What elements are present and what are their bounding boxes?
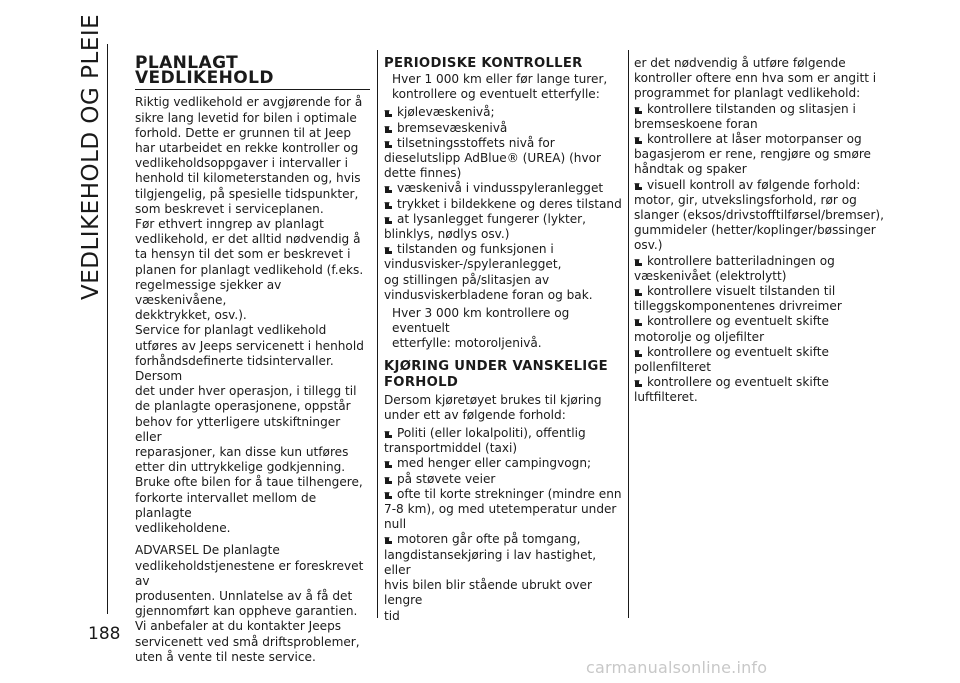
bullet-text: vindusviskerbladene foran og bak. bbox=[384, 287, 593, 302]
text-line: kontroller oftere enn hva som er angitt i bbox=[634, 71, 877, 86]
column-divider-2 bbox=[628, 50, 629, 618]
bullet-text: hvis bilen blir stående ubrukt over lengre bbox=[384, 578, 592, 608]
maintenance-marker-icon bbox=[384, 491, 393, 499]
section-side-title bbox=[78, 13, 104, 320]
severe-conditions-list bbox=[384, 426, 624, 624]
bullet-item bbox=[634, 132, 884, 178]
bullet-text: pollenfilteret bbox=[634, 360, 711, 375]
text-line: vedlikehold, er det alltid nødvendig å bbox=[135, 232, 361, 247]
text-line: tilgjengelig, på spesielle tidspunkter, bbox=[135, 186, 359, 201]
bullet-text: luftfilteret. bbox=[634, 390, 698, 405]
maintenance-marker-icon bbox=[384, 430, 393, 438]
text-line: Riktig vedlikehold er avgjørende for å bbox=[135, 95, 363, 110]
bullet-item bbox=[384, 212, 624, 242]
periodic-checks-intro bbox=[384, 72, 624, 102]
bullet-item bbox=[384, 121, 624, 136]
bullet-text: kontrollere og eventuelt skifte bbox=[647, 314, 829, 329]
bullet-text: med henger eller campingvogn; bbox=[397, 456, 592, 471]
bullet-text: væskenivået (elektrolytt) bbox=[634, 268, 787, 283]
severe-conditions-intro bbox=[384, 393, 624, 423]
bullet-item bbox=[384, 487, 624, 533]
heading-planned-maintenance: PLANLAGT VEDLIKEHOLD bbox=[135, 56, 370, 90]
column-periodic-checks bbox=[384, 56, 624, 624]
bullet-text: null bbox=[384, 517, 407, 532]
maintenance-marker-icon bbox=[634, 379, 643, 387]
bullet-item bbox=[634, 254, 884, 284]
column-planned-maintenance bbox=[135, 53, 370, 665]
bullet-text: kjølevæskenivå; bbox=[397, 105, 495, 120]
bullet-item bbox=[384, 181, 624, 196]
text-line: sikre lang levetid for bilen i optimale bbox=[135, 110, 357, 125]
text-line: planen for planlagt vedlikehold (f.eks. bbox=[135, 262, 364, 277]
text-line: ta hensyn til det som er beskrevet i bbox=[135, 247, 351, 262]
text-line: henhold til kilometerstanden og, hvis bbox=[135, 171, 361, 186]
maintenance-marker-icon bbox=[384, 140, 393, 148]
text-line: Service for planlagt vedlikehold bbox=[135, 323, 327, 338]
text-line: Før ethvert inngrep av planlagt bbox=[135, 217, 324, 232]
bullet-item bbox=[634, 345, 884, 375]
bullet-item bbox=[384, 242, 624, 303]
text-line: Dersom kjøretøyet brukes til kjøring bbox=[384, 392, 602, 407]
maintenance-marker-icon bbox=[384, 476, 393, 484]
column-additional-checks bbox=[634, 56, 884, 406]
bullet-item bbox=[634, 375, 884, 405]
warning-block bbox=[135, 543, 370, 665]
heading-severe-conditions bbox=[384, 359, 624, 391]
text-line: Vi anbefaler at du kontakter Jeeps bbox=[135, 619, 342, 634]
bullet-item bbox=[384, 105, 624, 120]
text-line: gjennomført kan oppheve garantien. bbox=[135, 604, 358, 619]
column-divider-1 bbox=[377, 50, 378, 618]
bullet-text: tid bbox=[384, 608, 400, 623]
bullet-text: kontrollere batteriladningen og bbox=[647, 253, 835, 268]
bullet-item bbox=[384, 426, 624, 456]
bullet-text: vindusvisker-/spyleranlegget, bbox=[384, 257, 562, 272]
bullet-text: 7-8 km), og med utetemperatur under bbox=[384, 502, 617, 517]
maintenance-marker-icon bbox=[634, 258, 643, 266]
bullet-text: motorolje og oljefilter bbox=[634, 329, 765, 344]
periodic-checks-3000km bbox=[384, 306, 624, 352]
text-line: produsenten. Unnlatelse av å få det bbox=[135, 588, 353, 603]
text-line: ADVARSEL De planlagte bbox=[135, 543, 280, 558]
bullet-text: tilstanden og funksjonen i bbox=[397, 242, 554, 257]
text-line: regelmessige sjekker av væskenivåene, bbox=[135, 277, 282, 308]
bullet-text: Politi (eller lokalpoliti), offentlig bbox=[397, 426, 586, 441]
bullet-item bbox=[384, 456, 624, 471]
text-line: det under hver operasjon, i tillegg til bbox=[135, 384, 357, 399]
text-line: etterfylle: motoroljenivå. bbox=[392, 336, 542, 351]
text-line: FORHOLD bbox=[384, 374, 459, 390]
text-line: vedlikeholdstjenestene er foreskrevet av bbox=[135, 558, 364, 588]
bullet-text: kontrollere og eventuelt skifte bbox=[647, 375, 829, 390]
bullet-text: dieselutslipp AdBlue® (UREA) (hvor bbox=[384, 151, 602, 166]
bullet-item bbox=[634, 102, 884, 132]
bullet-item bbox=[384, 532, 624, 623]
additional-checks-list bbox=[634, 102, 884, 406]
text-line: servicenett ved små driftsproblemer, bbox=[135, 634, 360, 649]
side-rule bbox=[107, 44, 108, 614]
maintenance-marker-icon bbox=[384, 246, 393, 254]
text-line: kontrollere og eventuelt etterfylle: bbox=[392, 87, 600, 102]
bullet-text: bremsevæskenivå bbox=[397, 120, 508, 135]
bullet-text: ofte til korte strekninger (mindre enn bbox=[397, 486, 622, 501]
bullet-text: blinklys, nødlys osv.) bbox=[384, 227, 510, 242]
text-line: programmet for planlagt vedlikehold: bbox=[634, 86, 861, 101]
bullet-text: kontrollere at låser motorpanser og bbox=[647, 132, 862, 147]
bullet-text: tilleggskomponentenes drivreimer bbox=[634, 299, 842, 314]
bullet-item bbox=[384, 197, 624, 212]
maintenance-marker-icon bbox=[634, 106, 643, 114]
bullet-item bbox=[634, 314, 884, 344]
maintenance-marker-icon bbox=[384, 109, 393, 117]
bullet-text: håndtak og spaker bbox=[634, 162, 747, 177]
maintenance-marker-icon bbox=[384, 201, 393, 209]
text-line: Hver 1 000 km eller før lange turer, bbox=[392, 72, 608, 86]
bullet-text: væskenivå i vindusspyleranlegget bbox=[397, 181, 604, 196]
text-line: vedlikeholdsoppgaver i intervaller i bbox=[135, 156, 348, 171]
additional-checks-intro bbox=[634, 56, 884, 102]
text-line: forhold. Dette er grunnen til at Jeep bbox=[135, 125, 352, 140]
text-line: forkorte intervallet mellom de planlagte bbox=[135, 490, 317, 520]
bullet-text: transportmiddel (taxi) bbox=[384, 441, 518, 456]
bullet-text: motoren går ofte på tomgang, bbox=[397, 532, 581, 547]
bullet-text: visuell kontroll av følgende forhold: bbox=[647, 177, 861, 192]
text-line: uten å vente til neste service. bbox=[135, 649, 316, 664]
maintenance-marker-icon bbox=[634, 288, 643, 296]
text-line: som beskrevet i serviceplanen. bbox=[135, 201, 324, 216]
bullet-text: kontrollere tilstanden og slitasjen i bbox=[647, 101, 856, 116]
bullet-text: motor, gir, utvekslingsforhold, rør og bbox=[634, 192, 857, 207]
bullet-text: langdistansekjøring i lav hastighet, eller bbox=[384, 547, 597, 577]
section-side-title-text: VEDLIKEHOLD OG PLEIE bbox=[78, 13, 104, 300]
text-line: de planlagte operasjonene, oppstår bbox=[135, 399, 351, 414]
text-line: etter din uttrykkelige godkjenning. bbox=[135, 460, 346, 475]
heading-periodic-checks: PERIODISKE KONTROLLER bbox=[384, 56, 583, 71]
bullet-text: at lysanlegget fungerer (lykter, bbox=[397, 211, 586, 226]
maintenance-marker-icon bbox=[384, 536, 393, 544]
bullet-text: trykket i bildekkene og deres tilstand bbox=[397, 196, 622, 211]
bullet-text: bremseskoene foran bbox=[634, 116, 758, 131]
watermark: carmanualsonline.info bbox=[586, 658, 768, 677]
maintenance-marker-icon bbox=[384, 125, 393, 133]
text-line: Bruke ofte bilen for å taue tilhengere, bbox=[135, 475, 363, 490]
maintenance-marker-icon bbox=[384, 216, 393, 224]
text-line: Hver 3 000 km kontrollere og eventuelt bbox=[392, 306, 570, 336]
text-line: KJØRING UNDER VANSKELIGE bbox=[384, 358, 608, 374]
bullet-text: tilsetningsstoffets nivå for bbox=[397, 135, 555, 150]
periodic-checks-list bbox=[384, 105, 624, 303]
maintenance-marker-icon bbox=[634, 136, 643, 144]
bullet-item bbox=[634, 284, 884, 314]
maintenance-marker-icon bbox=[384, 460, 393, 468]
text-line: vedlikeholdene. bbox=[135, 521, 231, 536]
text-line: behov for ytterligere utskiftninger eller bbox=[135, 414, 341, 444]
text-line: dekktrykket, osv.). bbox=[135, 308, 247, 323]
text-line: under ett av følgende forhold: bbox=[384, 407, 566, 422]
bullet-text: kontrollere visuelt tilstanden til bbox=[647, 284, 836, 299]
text-line: utføres av Jeeps servicenett i henhold bbox=[135, 338, 364, 353]
maintenance-marker-icon bbox=[384, 185, 393, 193]
bullet-text: gummideler (hetter/koplinger/bøssinger bbox=[634, 223, 876, 238]
bullet-text: og stillingen på/slitasjen av bbox=[384, 272, 550, 287]
page-number: 188 bbox=[88, 624, 121, 644]
text-line: reparasjoner, kan disse kun utføres bbox=[135, 445, 349, 460]
text-line: har utarbeidet en rekke kontroller og bbox=[135, 141, 359, 156]
bullet-text: dette finnes) bbox=[384, 166, 462, 181]
text-line: er det nødvendig å utføre følgende bbox=[634, 56, 846, 70]
bullet-text: osv.) bbox=[634, 238, 663, 253]
maintenance-marker-icon bbox=[634, 349, 643, 357]
bullet-item bbox=[634, 178, 884, 254]
bullet-text: på støvete veier bbox=[397, 471, 496, 486]
planned-maintenance-body bbox=[135, 95, 370, 536]
text-line: forhåndsdefinerte tidsintervaller. Dersom bbox=[135, 353, 334, 384]
bullet-text: slanger (eksos/drivstofftilførsel/bremser), bbox=[634, 208, 884, 223]
maintenance-marker-icon bbox=[634, 318, 643, 326]
bullet-item bbox=[384, 472, 624, 487]
bullet-item bbox=[384, 136, 624, 182]
maintenance-marker-icon bbox=[634, 182, 643, 190]
bullet-text: kontrollere og eventuelt skifte bbox=[647, 344, 829, 359]
bullet-text: bagasjerom er rene, rengjøre og smøre bbox=[634, 147, 871, 162]
